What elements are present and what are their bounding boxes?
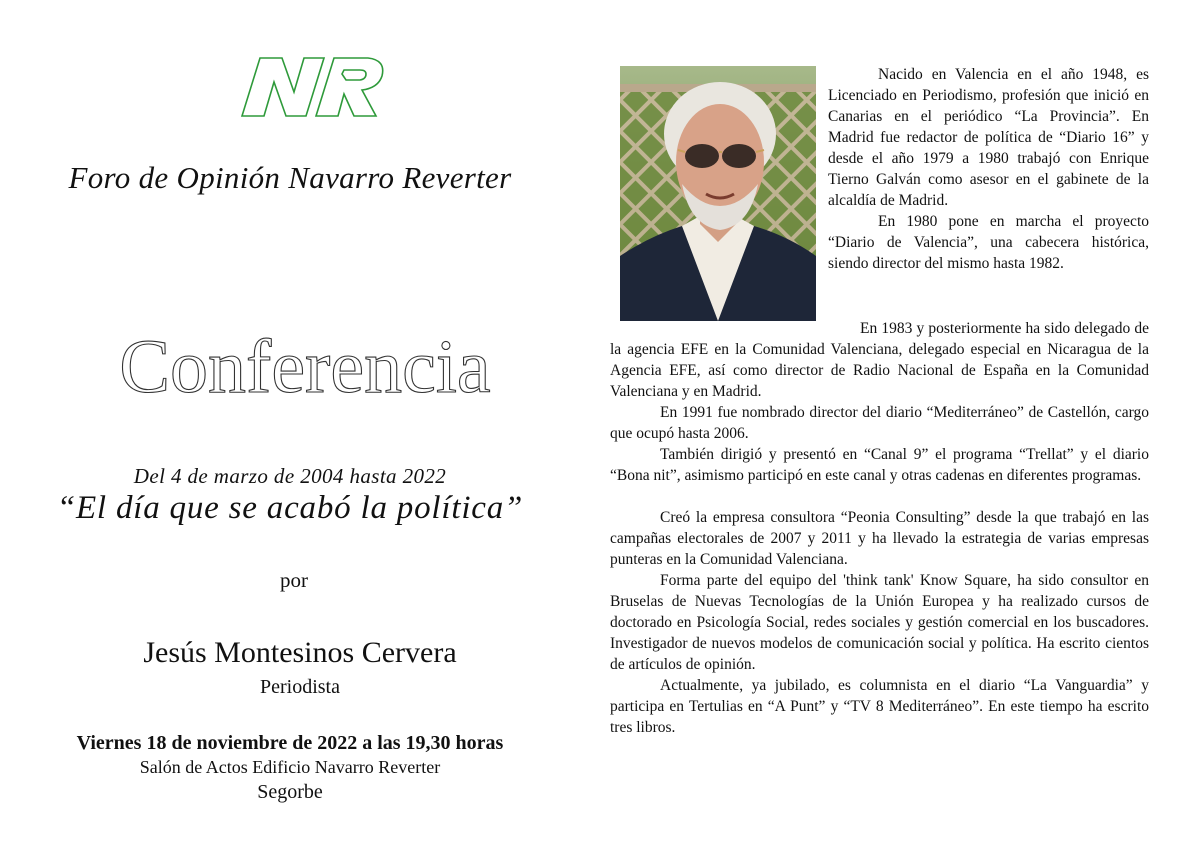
by-label: por (280, 568, 308, 592)
biography-body (610, 318, 1149, 738)
bio-paragraph: En 1980 pone en marcha el proyecto “Diario de Valencia”, una cabecera histórica, siendo director del mismo hasta 1982. (828, 213, 1149, 272)
bio-paragraph: Actualmente, ya jubilado, es columnista en el diario “La Vanguardia” y participa en Tertulias en “A Punt” y “TV 8 Mediterráneo”. En este tiempo ha escrito tres libros. (610, 677, 1149, 736)
navarro-reverter-logo (238, 52, 390, 122)
conference-heading-text: Conferencia (119, 325, 491, 409)
bio-paragraph: Nacido en Valencia en el año 1948, es Licenciado en Periodismo, profesión que inició en Canarias en el periódico “La Provincia”. En Madrid fue redactor de política de “Diario 16” y desde el año 1979 a 1980 trabajó con Enrique Tierno Galván como asesor en el gabinete de la alcaldía de Madrid. (828, 66, 1149, 209)
date-range: Del 4 de marzo de 2004 hasta 2022 (133, 464, 447, 488)
bio-paragraph: En 1991 fue nombrado director del diario “Mediterráneo” de Castellón, cargo que ocupó hasta 2006. (610, 404, 1149, 442)
speaker-photo (620, 66, 816, 321)
bio-paragraph: También dirigió y presentó en “Canal 9” el programa “Trellat” y el diario “Bona nit”, asimismo participó en este canal y otras cadenas en diferentes programas. (610, 446, 1149, 484)
speaker-role: Periodista (260, 676, 340, 698)
event-town: Segorbe (257, 781, 323, 803)
bio-paragraph: Creó la empresa consultora “Peonia Consulting” desde la que trabajó en las campañas electorales de 2007 y 2011 y ha llevado la estrategia de varias empresas punteras en la Comunidad Valenciana. (610, 509, 1149, 568)
bio-paragraph: Forma parte del equipo del 'think tank' Know Square, ha sido consultor en Bruselas de Nuevas Tecnologías de la Unión Europea y ha realizado cursos de doctorado en Psicología Social, redes sociales y gestión comercial en los buscadores. Investigador de nuevos modelos de comunicación social y política. Ha escrito cientos de artículos de opinión. (610, 572, 1149, 673)
forum-title: Foro de Opinión Navarro Reverter (68, 160, 512, 195)
biography-intro (828, 64, 1149, 274)
talk-title: “El día que se acabó la política” (56, 490, 524, 526)
bio-paragraph: En 1983 y posteriormente ha sido delegado de la agencia EFE en la Comunidad Valenciana, delegado especial en Nicaragua de la Agencia EFE, así como director de Radio Nacional de España en la Comunidad Valenciana y en Madrid. (610, 320, 1149, 400)
speaker-name: Jesús Montesinos Cervera (143, 636, 457, 669)
event-datetime: Viernes 18 de noviembre de 2022 a las 19,30 horas (76, 732, 504, 754)
event-venue: Salón de Actos Edificio Navarro Reverter (139, 757, 441, 777)
conference-heading (100, 322, 510, 412)
